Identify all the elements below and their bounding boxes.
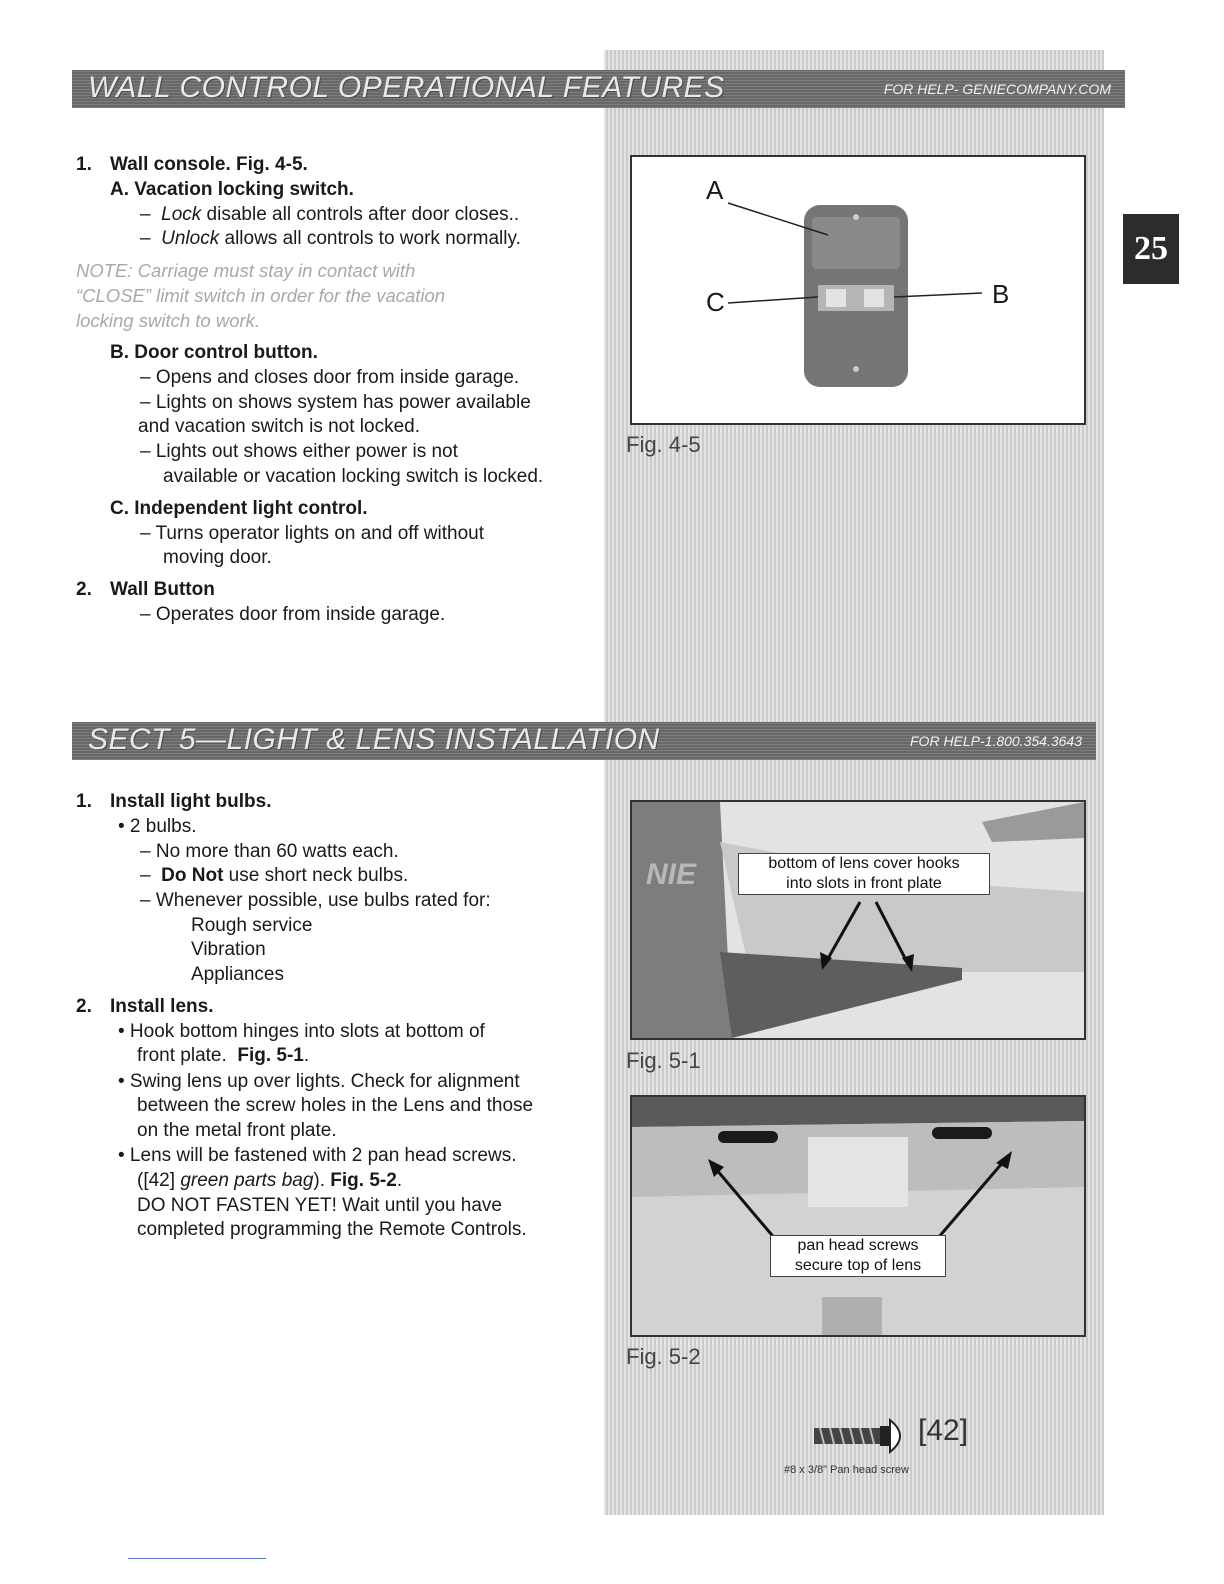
figure-caption: Fig. 5-2 <box>626 1344 701 1369</box>
list-item-do-not <box>140 864 408 889</box>
list-item: – Lights on shows system has power available <box>140 392 531 413</box>
item-text: use short neck bulbs. <box>223 865 409 886</box>
help-website: FOR HELP- GENIECOMPANY.COM <box>883 81 1111 97</box>
list-number: 1. <box>76 154 92 175</box>
bullet-item-continued: completed programming the Remote Controls. <box>137 1219 527 1240</box>
punctuation: . <box>303 1045 310 1066</box>
parts-bag-reference: [42] <box>918 1414 969 1447</box>
subheading-light-control: C. Independent light control. <box>110 498 368 519</box>
callout-line: into slots in front plate <box>786 875 942 892</box>
section-banner-wall-control <box>72 70 1125 108</box>
bullet-item: • Lens will be fastened with 2 pan head screws. <box>118 1145 517 1166</box>
section-title: SECT 5—LIGHT & LENS INSTALLATION <box>88 723 660 756</box>
bullet-item-continued <box>137 1044 309 1069</box>
help-phone: FOR HELP-1.800.354.3643 <box>910 733 1082 749</box>
item-heading-install-lens: Install lens. <box>110 996 214 1017</box>
punctuation: . <box>396 1170 403 1191</box>
slot-right <box>932 1127 992 1139</box>
label-a: A <box>706 175 724 205</box>
callout-line: bottom of lens cover hooks <box>768 855 960 872</box>
bullet-item: • Hook bottom hinges into slots at bottom of <box>118 1021 485 1042</box>
lens-hooks-photo <box>632 802 1084 1038</box>
list-item-wall-console <box>110 153 308 178</box>
list-item-continued: moving door. <box>163 547 272 568</box>
footer-rule <box>128 1558 266 1559</box>
bullet-item-continued <box>137 1169 402 1194</box>
label-b: B <box>992 279 1010 309</box>
item-heading: Wall console <box>110 154 226 175</box>
emphasis: green parts bag <box>180 1170 314 1191</box>
item-text: disable all controls after door closes.. <box>201 204 520 225</box>
list-item-unlock <box>140 227 521 252</box>
screw-bottom <box>853 366 859 372</box>
list-item-continued: available or vacation locking switch is locked. <box>163 466 544 487</box>
pan-head-screw-icon <box>814 1418 914 1454</box>
list-number: 2. <box>76 579 92 600</box>
figure-caption: Fig. 5-1 <box>626 1048 701 1073</box>
dash: – <box>140 204 151 225</box>
pan-head-screws-photo <box>632 1097 1084 1335</box>
figure-caption: Fig. 4-5 <box>626 432 701 457</box>
figure-reference: Fig. 5-1 <box>237 1045 304 1066</box>
screw-head <box>890 1420 900 1452</box>
item-text: front plate. <box>137 1045 227 1066</box>
list-item: – No more than 60 watts each. <box>140 841 399 862</box>
bullet-item-continued: DO NOT FASTEN YET! Wait until you have <box>137 1195 502 1216</box>
item-heading-wall-button: Wall Button <box>110 579 215 600</box>
emphasis: Unlock <box>161 228 220 249</box>
page-number-tab: 25 <box>1123 214 1179 284</box>
list-item: – Whenever possible, use bulbs rated for: <box>140 890 491 911</box>
circuit-board <box>808 1137 908 1207</box>
figure-reference: . Fig. 4-5. <box>225 154 308 175</box>
bullet-item-continued: between the screw holes in the Lens and those <box>137 1095 534 1116</box>
emphasis: Lock <box>161 204 202 225</box>
subheading-vacation-switch: A. Vacation locking switch. <box>110 179 354 200</box>
lower-bracket <box>822 1297 882 1335</box>
note-line: “CLOSE” limit switch in order for the vacation <box>76 285 446 306</box>
label-c: C <box>706 287 725 317</box>
bullet-item: • 2 bulbs. <box>118 816 197 837</box>
note-line: NOTE: Carriage must stay in contact with <box>76 260 416 281</box>
rating-item: Rough service <box>191 915 313 936</box>
screw-neck <box>880 1426 890 1446</box>
list-item: – Operates door from inside garage. <box>140 604 446 625</box>
slot-left <box>718 1131 778 1143</box>
figure-wall-console <box>630 155 1086 425</box>
list-item: – Lights out shows either power is not <box>140 441 458 462</box>
rating-item: Vibration <box>191 939 266 960</box>
figure-lens-hooks <box>630 800 1086 1040</box>
opener-side-panel <box>632 802 732 1038</box>
light-button <box>826 289 846 307</box>
bullet-item: • Swing lens up over lights. Check for alignment <box>118 1071 520 1092</box>
note-line: locking switch to work. <box>76 310 261 331</box>
figure-reference: Fig. 5-2 <box>330 1170 397 1191</box>
emphasis: Do Not <box>161 865 224 886</box>
callout-line: secure top of lens <box>794 1257 922 1274</box>
screw-description: #8 x 3/8" Pan head screw <box>784 1464 909 1476</box>
dash: – <box>140 228 151 249</box>
list-item: – Opens and closes door from inside garage. <box>140 367 520 388</box>
item-heading-light-bulbs: Install light bulbs. <box>110 791 272 812</box>
callout-line: pan head screws <box>797 1237 919 1254</box>
brand-logo: NIE <box>646 858 697 891</box>
list-number: 2. <box>76 996 92 1017</box>
list-number: 1. <box>76 791 92 812</box>
door-button <box>864 289 884 307</box>
item-text: ([42] <box>137 1170 181 1191</box>
list-item-continued: and vacation switch is not locked. <box>138 416 420 437</box>
section-title: WALL CONTROL OPERATIONAL FEATURES <box>88 71 725 104</box>
item-text: ). <box>313 1170 331 1191</box>
subheading-door-control: B. Door control button. <box>110 342 318 363</box>
item-text: allows all controls to work normally. <box>219 228 521 249</box>
callout-pan-head-screws <box>770 1235 946 1277</box>
bullet-item-continued: on the metal front plate. <box>137 1120 337 1141</box>
wall-console-illustration <box>632 157 1084 423</box>
vacation-switch <box>812 217 900 269</box>
rating-item: Appliances <box>191 964 284 985</box>
dash: – <box>140 865 151 886</box>
screw-top <box>853 214 859 220</box>
section-banner-light-lens <box>72 722 1096 760</box>
list-item: – Turns operator lights on and off without <box>140 523 484 544</box>
figure-pan-head-screws <box>630 1095 1086 1337</box>
list-item-lock <box>140 203 519 228</box>
callout-lens-hooks <box>738 853 990 895</box>
